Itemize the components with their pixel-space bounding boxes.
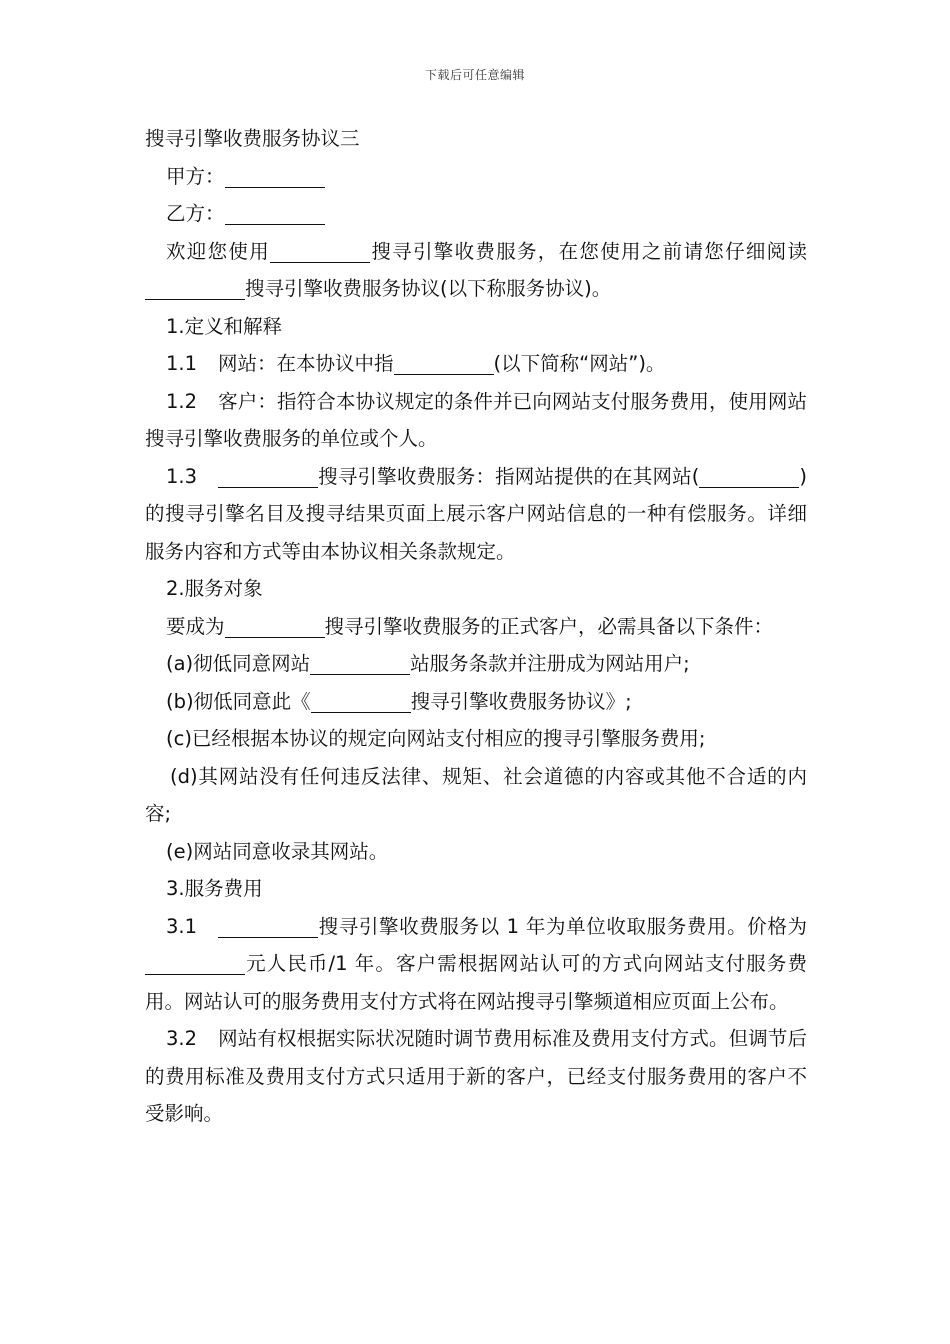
- condition-a-text-a: (a)彻低同意网站: [166, 652, 311, 675]
- party-a-blank: [225, 165, 325, 188]
- website-url-blank-1: [699, 465, 749, 488]
- clause-1-1-text-a: 网站：在本协议中指: [218, 352, 394, 375]
- service-name-blank: [218, 915, 318, 938]
- intro-text-1: 欢迎您使用: [166, 239, 271, 263]
- clause-1-3: [145, 458, 807, 571]
- condition-e: (e)网站同意收录其网站。: [166, 839, 389, 863]
- condition-b: [145, 683, 807, 721]
- website-url-blank-2: [749, 465, 799, 488]
- section-1-heading: 1.定义和解释: [166, 314, 283, 338]
- clause-number: 1.2: [166, 389, 198, 413]
- clause-1-2: [145, 383, 807, 458]
- condition-b-text-b: 搜寻引擎收费服务协议》;: [410, 689, 632, 713]
- agreement-document: [145, 120, 807, 1133]
- party-b-label: 乙方：: [166, 202, 225, 225]
- condition-b-blank: [311, 690, 411, 713]
- clause-1-1: [145, 345, 807, 383]
- clause-3-2: [145, 1020, 807, 1133]
- clause-number: 3.2: [166, 1027, 198, 1050]
- clause-3-1: [145, 908, 807, 1021]
- clause-1-3-text-b: )的搜寻引擎名目及搜寻结果页面上展示客户网站信息的一种有偿服务。详细服务内容和方式等由本协议相关条款规定。: [145, 464, 807, 563]
- clause-number: 3.1: [166, 914, 198, 938]
- clause-1-3-text-a: 搜寻引擎收费服务：指网站提供的在其网站(: [318, 464, 700, 488]
- document-title: 搜寻引擎收费服务协议三: [145, 127, 360, 150]
- condition-a-blank: [310, 652, 410, 675]
- service-name-blank: [218, 465, 318, 488]
- condition-a-text-b: 站服务条款并注册成为网站用户;: [410, 652, 690, 675]
- service-target-blank: [225, 615, 325, 638]
- intro-text-2: 搜寻引擎收费服务，在您使用之前请您仔细阅读: [370, 239, 807, 263]
- section-2-heading: 2.服务对象: [166, 577, 263, 600]
- clause-3-2-text: 网站有权根据实际状况随时调节费用标准及费用支付方式。但调节后的费用标准及费用支付方式只适用于新的客户，已经支付服务费用的客户不受影响。: [145, 1027, 807, 1125]
- service-target-paragraph: [145, 608, 807, 646]
- clause-3-1-text-a: 搜寻引擎收费服务以 1 年为单位收取服务费用。价格为: [318, 914, 807, 938]
- intro-blank-2: [145, 277, 245, 300]
- clause-number: 1.1: [166, 352, 198, 375]
- clause-3-1-text-b: 元人民币/1 年。客户需根据网站认可的方式向网站支付服务费用。网站认可的服务费用支付方式将在网站搜寻引擎频道相应页面上公布。: [145, 952, 807, 1013]
- intro-text-3: 搜寻引擎收费服务协议(以下称服务协议)。: [245, 277, 612, 300]
- party-a-line: [145, 158, 807, 196]
- price-blank: [145, 952, 245, 975]
- website-blank: [394, 352, 494, 375]
- clause-1-1-text-b: (以下简称“网站”)。: [493, 352, 666, 375]
- party-b-blank: [225, 202, 325, 225]
- service-target-text-a: 要成为: [166, 614, 225, 638]
- condition-b-text-a: (b)彻低同意此《: [166, 689, 311, 713]
- page-header-note: 下载后可任意编辑: [424, 68, 525, 82]
- service-target-text-b: 搜寻引擎收费服务的正式客户，必需具备以下条件：: [324, 614, 774, 638]
- condition-c: (c)已经根据本协议的规定向网站支付相应的搜寻引擎服务费用;: [166, 727, 706, 750]
- condition-d: (d)其网站没有任何违反法律、规矩、社会道德的内容或其他不合适的内容;: [145, 764, 807, 825]
- party-b-line: [145, 195, 807, 233]
- intro-blank-1: [270, 240, 370, 263]
- clause-1-2-text: 客户：指符合本协议规定的条件并已向网站支付服务费用，使用网站搜寻引擎收费服务的单位或个人。: [145, 389, 807, 450]
- party-a-label: 甲方：: [166, 164, 225, 188]
- intro-paragraph: [145, 233, 807, 308]
- clause-number: 1.3: [166, 464, 198, 488]
- section-3-heading: 3.服务费用: [166, 877, 263, 900]
- condition-a: [145, 645, 807, 683]
